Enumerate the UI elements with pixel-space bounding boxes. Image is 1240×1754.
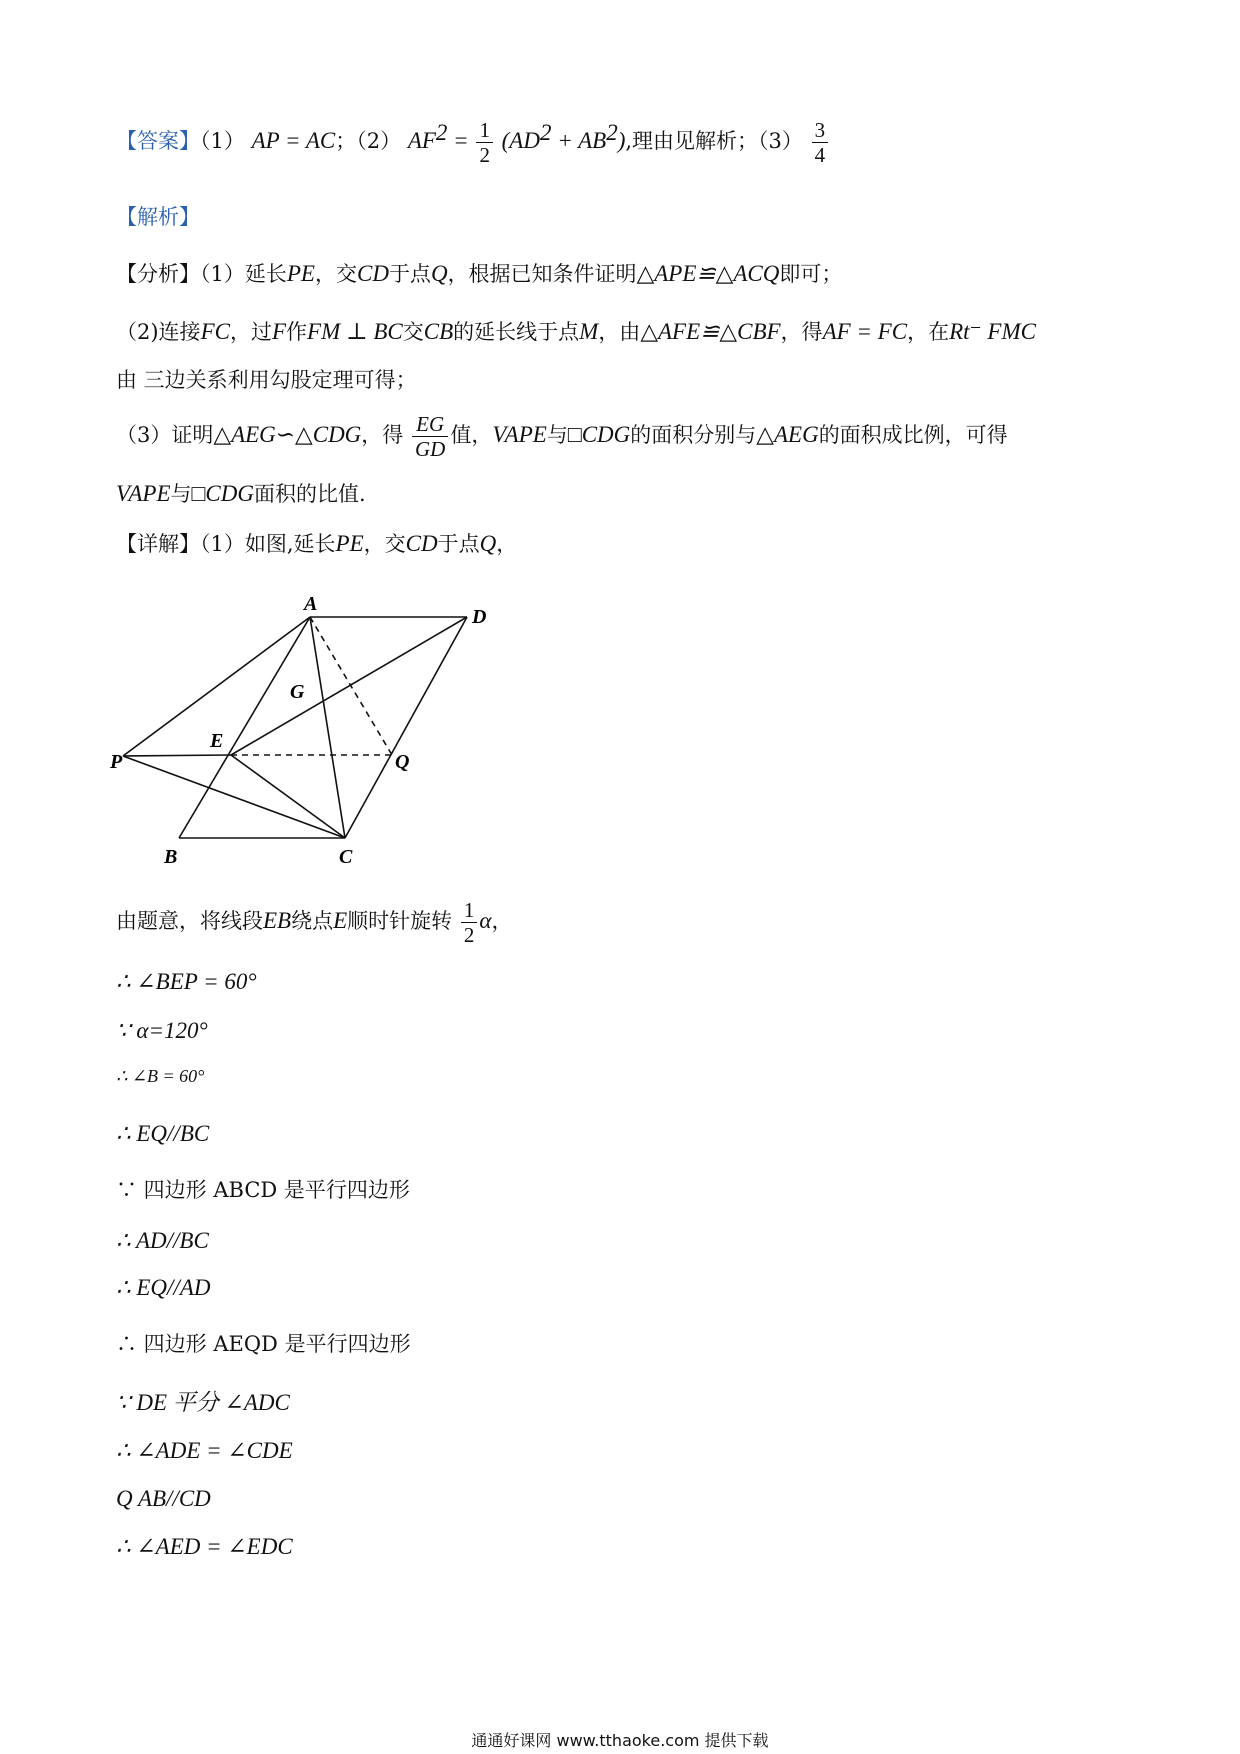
step-12: ∴ ∠AED = ∠EDC — [116, 1534, 293, 1559]
segment-AB — [179, 617, 310, 838]
eg-gd-fraction: $\frac{EG}{GD}$ — [412, 412, 448, 461]
step-5: ∵ 四边形 ABCD 是平行四边形 — [116, 1178, 410, 1202]
step-3: ∴ ∠B = 60° — [116, 1066, 205, 1086]
analysis-part2: （2)连接FC，过F作FM ⊥ BC交CB的延长线于点M，由△AFE≌△CBF，得AF = FC，在Rt⁻ FMC — [116, 319, 1036, 344]
segment-DE — [231, 617, 467, 755]
label-D: D — [472, 606, 487, 628]
step-2: ∵ α=120° — [116, 1018, 208, 1043]
half-fraction: $\frac{1}{2}$ — [476, 118, 493, 167]
step-7: ∴ EQ//AD — [116, 1275, 211, 1300]
analysis-part1: 【分析】（1）延长PE，交CD于点Q，根据已知条件证明△APE≌△ACQ即可； — [116, 261, 843, 286]
label-C: C — [339, 846, 353, 868]
rotation-line: 由题意，将线段EB绕点E顺时针旋转 $\frac{1}{2}$ α， — [116, 898, 513, 948]
answer-label: 【答案】 — [116, 129, 200, 154]
label-E: E — [210, 730, 224, 752]
footer-source: 通通好课网 www.tthaoke.com 提供下载 — [471, 1731, 769, 1750]
label-P: P — [110, 751, 123, 773]
label-B: B — [164, 846, 178, 868]
analysis-label: 【解析】 — [116, 205, 200, 229]
step-11: Q AB//CD — [116, 1486, 211, 1511]
answer-part1: AP = AC — [251, 128, 336, 154]
detail-line: 【详解】（1）如图,延长PE，交CD于点Q， — [116, 531, 518, 556]
segment-AC — [310, 617, 345, 838]
label-Q: Q — [395, 751, 410, 773]
answer-line: 【答案】（1） AP = AC；（2） $AF^2$ = $\frac{1}{2}$ $(AD^2 + AB^2)$,理由见解析；（3） $\frac{3}{4}$ — [116, 118, 830, 167]
segment-PE — [123, 755, 231, 756]
step-1: ∴ ∠BEP = 60° — [116, 969, 257, 994]
analysis-part2-line2: 由 三边关系利用勾股定理可得； — [116, 368, 417, 392]
label-A: A — [304, 593, 318, 615]
segment-AQ-dashed — [310, 617, 392, 755]
step-6: ∴ AD//BC — [116, 1228, 209, 1253]
analysis-part3-line2: VAPE与□CDG面积的比值. — [116, 481, 366, 506]
analysis-part3: （3）证明△AEG∽△CDG，得 $\frac{EG}{GD}$ 值，VAPE与□CDG的面积分别与△AEG的面积成比例，可得 — [116, 412, 1008, 462]
step-9: ∵ DE 平分 ∠ADC — [116, 1390, 290, 1415]
ratio-fraction: $\frac{3}{4}$ — [812, 118, 829, 167]
parallelogram-figure — [110, 580, 510, 870]
segment-DC — [345, 617, 467, 838]
step-8: ∴ 四边形 AEQD 是平行四边形 — [116, 1332, 411, 1356]
segment-EC — [231, 755, 345, 838]
segment-PC — [123, 756, 345, 838]
step-4: ∴ EQ//BC — [116, 1121, 210, 1146]
label-G: G — [290, 681, 305, 703]
half-alpha-fraction: $\frac{1}{2}$ — [461, 898, 478, 947]
step-10: ∴ ∠ADE = ∠CDE — [116, 1438, 293, 1463]
